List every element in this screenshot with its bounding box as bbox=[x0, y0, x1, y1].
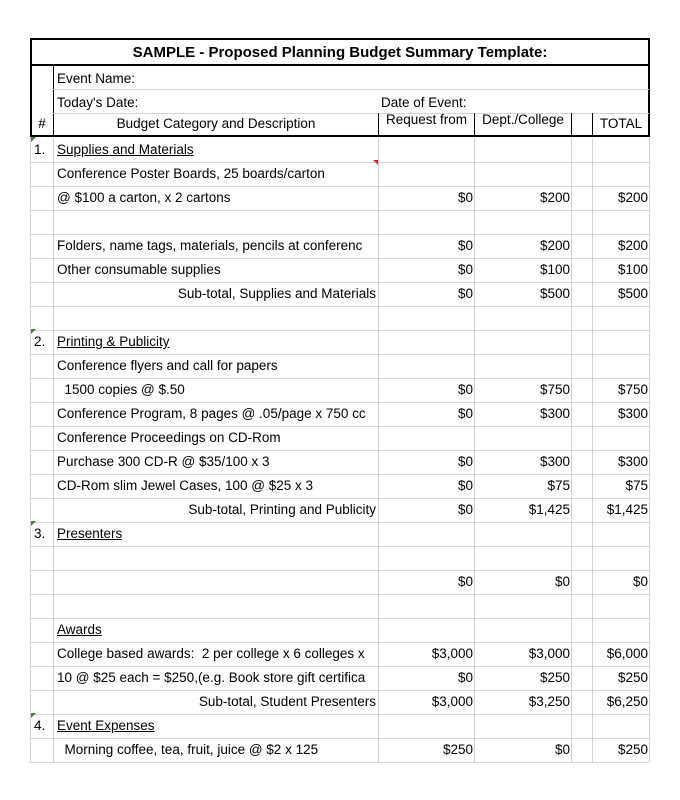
request-amount: $0 bbox=[457, 286, 473, 301]
line-item-description: Folders, name tags, materials, pencils at conferenc bbox=[57, 238, 363, 253]
line-item-description: CD-Rom slim Jewel Cases, 100 @ $25 x 3 bbox=[57, 478, 314, 493]
total-amount: $300 bbox=[617, 406, 648, 421]
request-amount: $0 bbox=[457, 502, 473, 517]
line-item-description: Other consumable supplies bbox=[57, 262, 221, 277]
request-amount: $3,000 bbox=[431, 694, 473, 709]
subtotal-label: Sub-total, Printing and Publicity bbox=[188, 502, 376, 517]
total-amount: $300 bbox=[617, 454, 648, 469]
row-number: 1. bbox=[34, 142, 46, 157]
grid-hline bbox=[30, 522, 649, 523]
subtotal-label: Sub-total, Supplies and Materials bbox=[177, 286, 376, 301]
page-title: SAMPLE - Proposed Planning Budget Summary Template: bbox=[132, 44, 548, 61]
grid-vline bbox=[649, 138, 650, 762]
grid-hline bbox=[30, 594, 649, 595]
line-item-description: Conference Proceedings on CD-Rom bbox=[57, 430, 281, 445]
line-item-description: @ $100 a carton, x 2 cartons bbox=[57, 190, 231, 205]
title-divider bbox=[30, 64, 650, 66]
grid-hline bbox=[30, 306, 649, 307]
request-amount: $0 bbox=[457, 238, 473, 253]
line-item-description: Conference Poster Boards, 25 boards/carton bbox=[57, 166, 325, 181]
category-heading: Event Expenses bbox=[57, 718, 155, 733]
dept-amount: $100 bbox=[539, 262, 570, 277]
subtotal-label: Sub-total, Student Presenters bbox=[198, 694, 376, 709]
dept-amount: $0 bbox=[554, 742, 570, 757]
line-item-description: Conference Program, 8 pages @ .05/page x 750 cc bbox=[57, 406, 366, 421]
category-heading: Presenters bbox=[57, 526, 123, 541]
request-amount: $0 bbox=[457, 406, 473, 421]
request-amount: $0 bbox=[457, 262, 473, 277]
row-number: 3. bbox=[34, 526, 46, 541]
dept-amount: $3,250 bbox=[528, 694, 570, 709]
request-amount: $0 bbox=[457, 670, 473, 685]
category-heading: Printing & Publicity bbox=[57, 334, 170, 349]
col-num-header: # bbox=[38, 116, 46, 131]
grid-hline bbox=[30, 618, 649, 619]
dept-amount: $500 bbox=[539, 286, 570, 301]
date-of-event-label: Date of Event: bbox=[381, 95, 467, 110]
dept-amount: $200 bbox=[539, 190, 570, 205]
total-amount: $6,000 bbox=[606, 646, 648, 661]
grid-hline bbox=[30, 762, 649, 763]
total-amount: $0 bbox=[632, 574, 648, 589]
total-amount: $100 bbox=[617, 262, 648, 277]
line-item-description: 1500 copies @ $.50 bbox=[57, 382, 185, 397]
total-amount: $75 bbox=[625, 478, 648, 493]
comment-indicator-green bbox=[31, 521, 36, 526]
comment-indicator-red bbox=[373, 160, 378, 165]
category-heading: Awards bbox=[57, 622, 102, 637]
line-item-description: Morning coffee, tea, fruit, juice @ $2 x 125 bbox=[57, 742, 319, 757]
total-amount: $6,250 bbox=[606, 694, 648, 709]
request-amount: $0 bbox=[457, 190, 473, 205]
dept-amount: $750 bbox=[539, 382, 570, 397]
dept-amount: $200 bbox=[539, 238, 570, 253]
total-amount: $200 bbox=[617, 238, 648, 253]
line-item-description: Purchase 300 CD-R @ $35/100 x 3 bbox=[57, 454, 270, 469]
row-number: 2. bbox=[34, 334, 46, 349]
total-amount: $250 bbox=[617, 670, 648, 685]
event-name-label: Event Name: bbox=[57, 71, 136, 86]
category-heading: Supplies and Materials bbox=[57, 142, 194, 157]
dept-amount: $1,425 bbox=[528, 502, 570, 517]
line-item-description: College based awards: 2 per college x 6 colleges x bbox=[57, 646, 365, 661]
dept-amount: $300 bbox=[539, 454, 570, 469]
total-amount: $500 bbox=[617, 286, 648, 301]
total-amount: $750 bbox=[617, 382, 648, 397]
request-amount: $250 bbox=[442, 742, 473, 757]
comment-indicator-green bbox=[31, 713, 36, 718]
todays-date-label: Today's Date: bbox=[57, 95, 139, 110]
dept-amount: $0 bbox=[554, 574, 570, 589]
request-amount: $0 bbox=[457, 478, 473, 493]
dept-amount: $75 bbox=[547, 478, 570, 493]
header-vline-dept bbox=[571, 113, 572, 136]
request-amount: $0 bbox=[457, 382, 473, 397]
grid-hline bbox=[30, 546, 649, 547]
request-amount: $0 bbox=[457, 454, 473, 469]
line-item-description: 10 @ $25 each = $250,(e.g. Book store gift certifica bbox=[57, 670, 366, 685]
comment-indicator-green bbox=[31, 329, 36, 334]
total-amount: $250 bbox=[617, 742, 648, 757]
dept-amount: $250 bbox=[539, 670, 570, 685]
dept-amount: $3,000 bbox=[528, 646, 570, 661]
comment-indicator-green bbox=[31, 137, 36, 142]
request-amount: $3,000 bbox=[431, 646, 473, 661]
col-desc-header: Budget Category and Description bbox=[116, 116, 316, 131]
grid-hline bbox=[30, 210, 649, 211]
header-hline-1 bbox=[53, 89, 649, 90]
col-request-header: Request from bbox=[385, 112, 468, 127]
line-item-description: Conference flyers and call for papers bbox=[57, 358, 278, 373]
total-amount: $200 bbox=[617, 190, 648, 205]
dept-amount: $300 bbox=[539, 406, 570, 421]
col-dept-header: Dept./College bbox=[482, 112, 564, 127]
request-amount: $0 bbox=[457, 574, 473, 589]
row-number: 4. bbox=[34, 718, 46, 733]
col-total-header: TOTAL bbox=[599, 116, 643, 131]
total-amount: $1,425 bbox=[606, 502, 648, 517]
